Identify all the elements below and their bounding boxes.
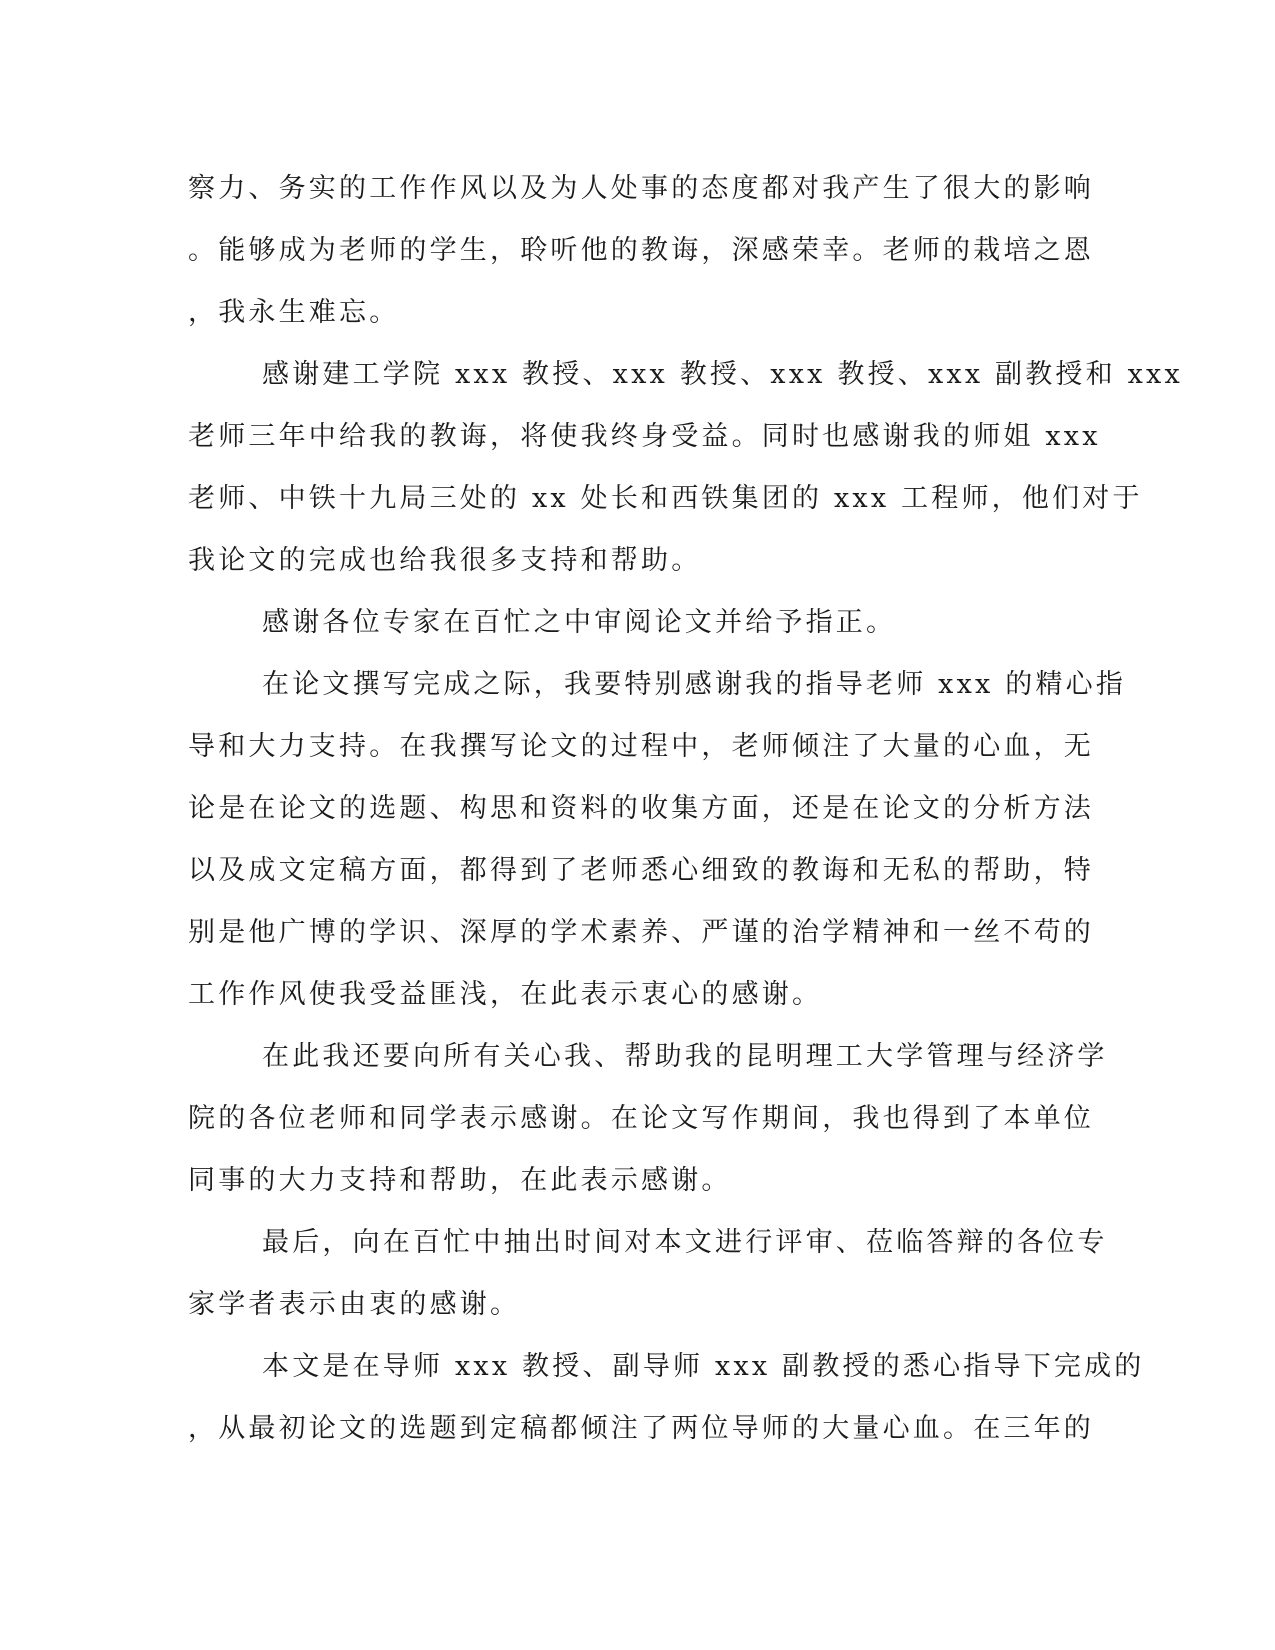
text-line-10: 导和大力支持。在我撰写论文的过程中，老师倾注了大量的心血，无 xyxy=(188,731,1094,762)
text-line-6: 老师、中铁十九局三处的 xx 处长和西铁集团的 xxx 工程师，他们对于 xyxy=(188,483,1143,514)
text-line-8: 感谢各位专家在百忙之中审阅论文并给予指正。 xyxy=(262,607,897,638)
text-line-21: ，从最初论文的选题到定稿都倾注了两位导师的大量心血。在三年的 xyxy=(188,1413,1094,1444)
text-line-11: 论是在论文的选题、构思和资料的收集方面，还是在论文的分析方法 xyxy=(188,793,1094,824)
text-line-12: 以及成文定稿方面，都得到了老师悉心细致的教诲和无私的帮助，特 xyxy=(188,855,1094,886)
text-line-15: 在此我还要向所有关心我、帮助我的昆明理工大学管理与经济学 xyxy=(262,1041,1108,1072)
text-line-9: 在论文撰写完成之际，我要特别感谢我的指导老师 xxx 的精心指 xyxy=(262,669,1127,700)
text-line-18: 最后，向在百忙中抽出时间对本文进行评审、莅临答辩的各位专 xyxy=(262,1227,1108,1258)
text-line-13: 别是他广博的学识、深厚的学术素养、严谨的治学精神和一丝不苟的 xyxy=(188,917,1094,948)
acknowledgement-text xyxy=(188,158,1183,1460)
text-line-4: 感谢建工学院 xxx 教授、xxx 教授、xxx 教授、xxx 副教授和 xxx xyxy=(262,359,1183,390)
text-line-1: 察力、务实的工作作风以及为人处事的态度都对我产生了很大的影响 xyxy=(188,173,1094,204)
text-line-7: 我论文的完成也给我很多支持和帮助。 xyxy=(188,545,702,576)
text-line-5: 老师三年中给我的教诲，将使我终身受益。同时也感谢我的师姐 xxx xyxy=(188,421,1101,452)
text-line-3: ，我永生难忘。 xyxy=(188,297,400,328)
text-line-17: 同事的大力支持和帮助，在此表示感谢。 xyxy=(188,1165,732,1196)
text-line-14: 工作作风使我受益匪浅，在此表示衷心的感谢。 xyxy=(188,979,823,1010)
text-line-20: 本文是在导师 xxx 教授、副导师 xxx 副教授的悉心指导下完成的 xyxy=(262,1351,1145,1382)
text-line-2: 。能够成为老师的学生，聆听他的教诲，深感荣幸。老师的栽培之恩 xyxy=(188,235,1094,266)
text-line-19: 家学者表示由衷的感谢。 xyxy=(188,1289,521,1320)
text-line-16: 院的各位老师和同学表示感谢。在论文写作期间，我也得到了本单位 xyxy=(188,1103,1094,1134)
